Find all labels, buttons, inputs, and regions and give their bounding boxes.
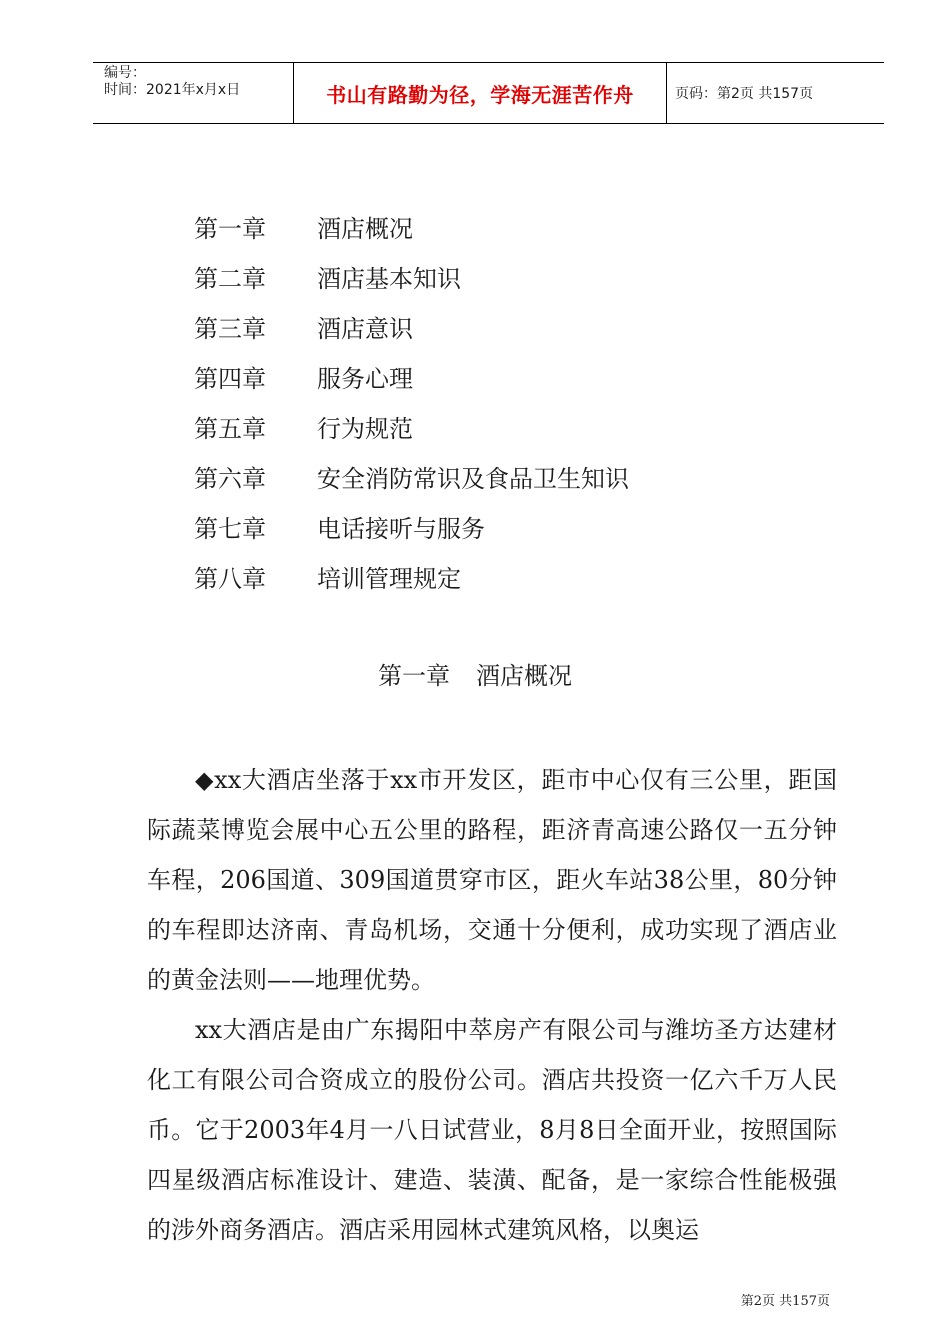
toc-chapter-title: 培训管理规定 <box>317 565 461 593</box>
toc-chapter-title: 服务心理 <box>317 365 413 393</box>
toc-chapter-title: 电话接听与服务 <box>317 515 485 543</box>
body-paragraph: ◆xx大酒店坐落于xx市开发区，距市中心仅有三公里，距国际蔬菜博览会展中心五公里的路程，距济青高速公路仅一五分钟车程，206国道、309国道贯穿市区，距火车站38公里，80分钟的车程即达济南、青岛机场，交通十分便利，成功实现了酒店业的黄金法则——地理优势。 <box>147 766 837 994</box>
toc-chapter-number: 第五章 <box>194 415 266 443</box>
toc-chapter-title: 酒店意识 <box>317 315 413 343</box>
toc-chapter-number: 第一章 <box>194 215 266 243</box>
chapter-title: 酒店概况 <box>476 662 572 690</box>
toc-item <box>194 358 629 408</box>
body-paragraph: xx大酒店是由广东揭阳中萃房产有限公司与潍坊圣方达建材化工有限公司合资成立的股份公司。酒店共投资一亿六千万人民币。它于2003年4月一八日试营业，8月8日全面开业，按照国际四星级酒店标准设计、建造、装潢、配备，是一家综合性能极强的涉外商务酒店。酒店采用园林式建筑风格，以奥运 <box>147 1016 837 1244</box>
page-footer: 第2页 共157页 <box>740 1294 830 1309</box>
toc-item <box>194 508 629 558</box>
header-meta <box>93 63 294 123</box>
toc-chapter-title: 酒店概况 <box>317 215 413 243</box>
toc-item <box>194 458 629 508</box>
toc-item <box>194 308 629 358</box>
toc-chapter-number: 第四章 <box>194 365 266 393</box>
chapter-heading <box>0 658 950 694</box>
document-header <box>93 62 884 124</box>
serial-label: 编号： <box>104 65 146 81</box>
header-motto: 书山有路勤为径，学海无涯苦作舟 <box>326 82 634 107</box>
chapter-body <box>147 755 837 1255</box>
table-of-contents <box>194 208 629 608</box>
toc-chapter-number: 第七章 <box>194 515 266 543</box>
toc-chapter-number: 第六章 <box>194 465 266 493</box>
toc-chapter-number: 第三章 <box>194 315 266 343</box>
toc-item <box>194 408 629 458</box>
header-page-info: 页码：第2页 共157页 <box>675 86 814 102</box>
toc-item <box>194 258 629 308</box>
toc-item <box>194 208 629 258</box>
toc-item <box>194 558 629 608</box>
toc-chapter-title: 酒店基本知识 <box>317 265 461 293</box>
header-motto-cell <box>294 63 667 123</box>
toc-chapter-title: 安全消防常识及食品卫生知识 <box>317 465 629 493</box>
chapter-number: 第一章 <box>378 662 450 690</box>
toc-chapter-number: 第八章 <box>194 565 266 593</box>
time-label: 时间：2021年x月x日 <box>104 82 241 98</box>
toc-chapter-number: 第二章 <box>194 265 266 293</box>
toc-chapter-title: 行为规范 <box>317 415 413 443</box>
